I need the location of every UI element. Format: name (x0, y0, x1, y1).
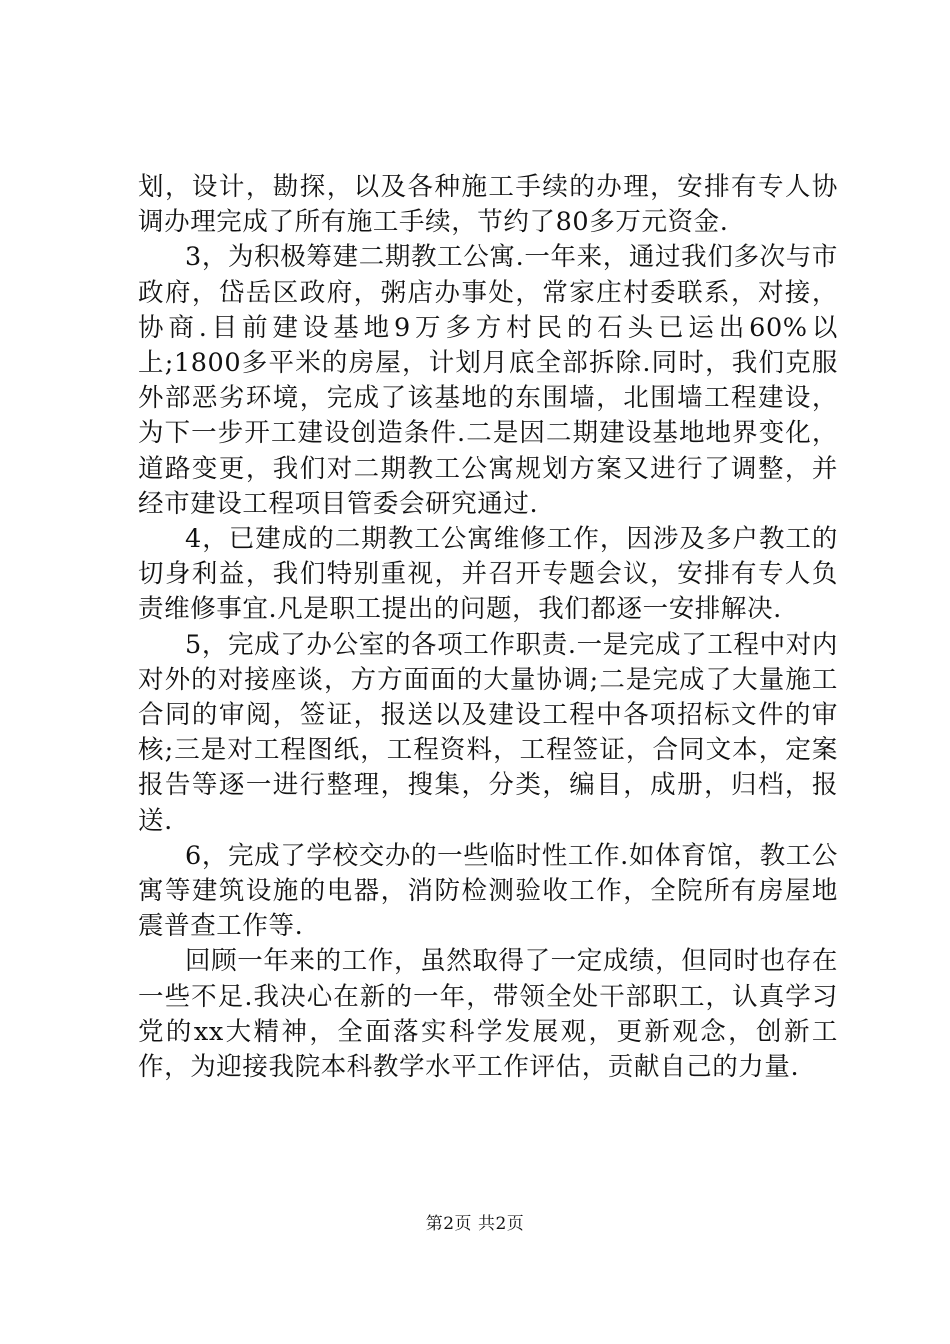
paragraph-continuation: 划，设计，勘探，以及各种施工手续的办理，安排有专人协调办理完成了所有施工手续，节约了80多万元资金. (138, 172, 838, 238)
paragraph-item-6: 6，完成了学校交办的一些临时性工作.如体育馆，教工公寓等建筑设施的电器，消防检测验收工作，全院所有房屋地震普查工作等. (138, 840, 838, 942)
paragraph-item-5: 5，完成了办公室的各项工作职责.一是完成了工程中对内对外的对接座谈，方方面面的大量协调;二是完成了大量施工合同的审阅，签证，报送以及建设工程中各项招标文件的审核;三是对工程图纸，工程资料，工程签证，合同文本，定案报告等逐一进行整理，搜集，分类，编目，成册，归档，报送. (138, 629, 838, 836)
document-body (138, 170, 838, 1085)
paragraph-conclusion: 回顾一年来的工作，虽然取得了一定成绩，但同时也存在一些不足.我决心在新的一年，带领全处干部职工，认真学习党的xx大精神，全面落实科学发展观，更新观念，创新工作，为迎接我院本科教学水平工作评估，贡献自己的力量. (138, 946, 838, 1083)
paragraph-item-3: 3，为积极筹建二期教工公寓.一年来，通过我们多次与市政府，岱岳区政府，粥店办事处，常家庄村委联系，对接，协商.目前建设基地9万多方村民的石头已运出60%以上;1800多平米的房屋，计划月底全部拆除.同时，我们克服外部恶劣环境，完成了该基地的东围墙，北围墙工程建设，为下一步开工建设创造条件.二是因二期建设基地地界变化，道路变更，我们对二期教工公寓规划方案又进行了调整，并经市建设工程项目管委会研究通过. (138, 242, 838, 519)
page-footer: 第2页 共2页 (425, 1214, 525, 1234)
paragraph-item-4: 4，已建成的二期教工公寓维修工作，因涉及多户教工的切身利益，我们特别重视，并召开专题会议，安排有专人负责维修事宜.凡是职工提出的问题，我们都逐一安排解决. (138, 524, 838, 625)
